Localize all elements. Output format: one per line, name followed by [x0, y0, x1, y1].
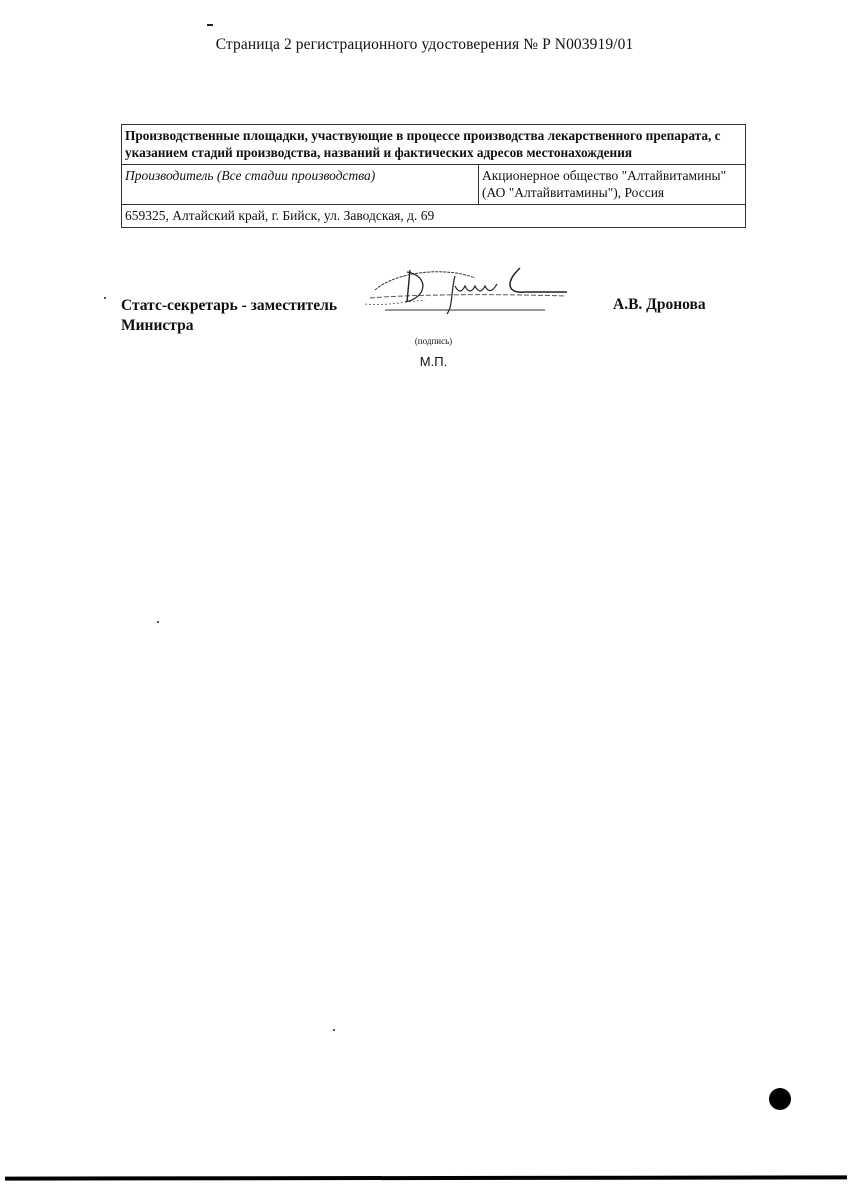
bottom-rule [5, 1175, 847, 1180]
signer-position-line1: Статс-секретарь - заместитель [121, 297, 338, 314]
stamp-place: М.П. [419, 354, 448, 369]
signature-caption: (подпись) [414, 336, 453, 346]
table-row [122, 205, 746, 228]
manufacturer-role: Производитель (Все стадии производства) [122, 165, 479, 205]
scan-speck [157, 621, 159, 623]
manufacturer-company: Акционерное общество "Алтайвитамины" (АО "Алтайвитамины"), Россия [479, 165, 746, 205]
handwritten-signature [355, 262, 570, 322]
black-dot-mark [769, 1088, 791, 1110]
manufacturer-address: 659325, Алтайский край, г. Бийск, ул. Заводская, д. 69 [122, 205, 746, 228]
production-sites-table [121, 124, 746, 228]
scan-mark [207, 24, 213, 26]
signer-name: А.В. Дронова [613, 296, 706, 313]
scan-speck [333, 1029, 335, 1031]
signer-position-line2: Министра [121, 317, 194, 334]
page-header: Страница 2 регистрационного удостоверения № Р N003919/01 [215, 36, 634, 53]
scan-speck [104, 297, 106, 299]
table-heading: Производственные площадки, участвующие в процессе производства лекарственного препарата, с указанием стадий производства, названий и фактических адресов местонахождения [122, 125, 746, 165]
table-header-row [122, 125, 746, 165]
signer-position [121, 296, 337, 336]
table-row [122, 165, 746, 205]
